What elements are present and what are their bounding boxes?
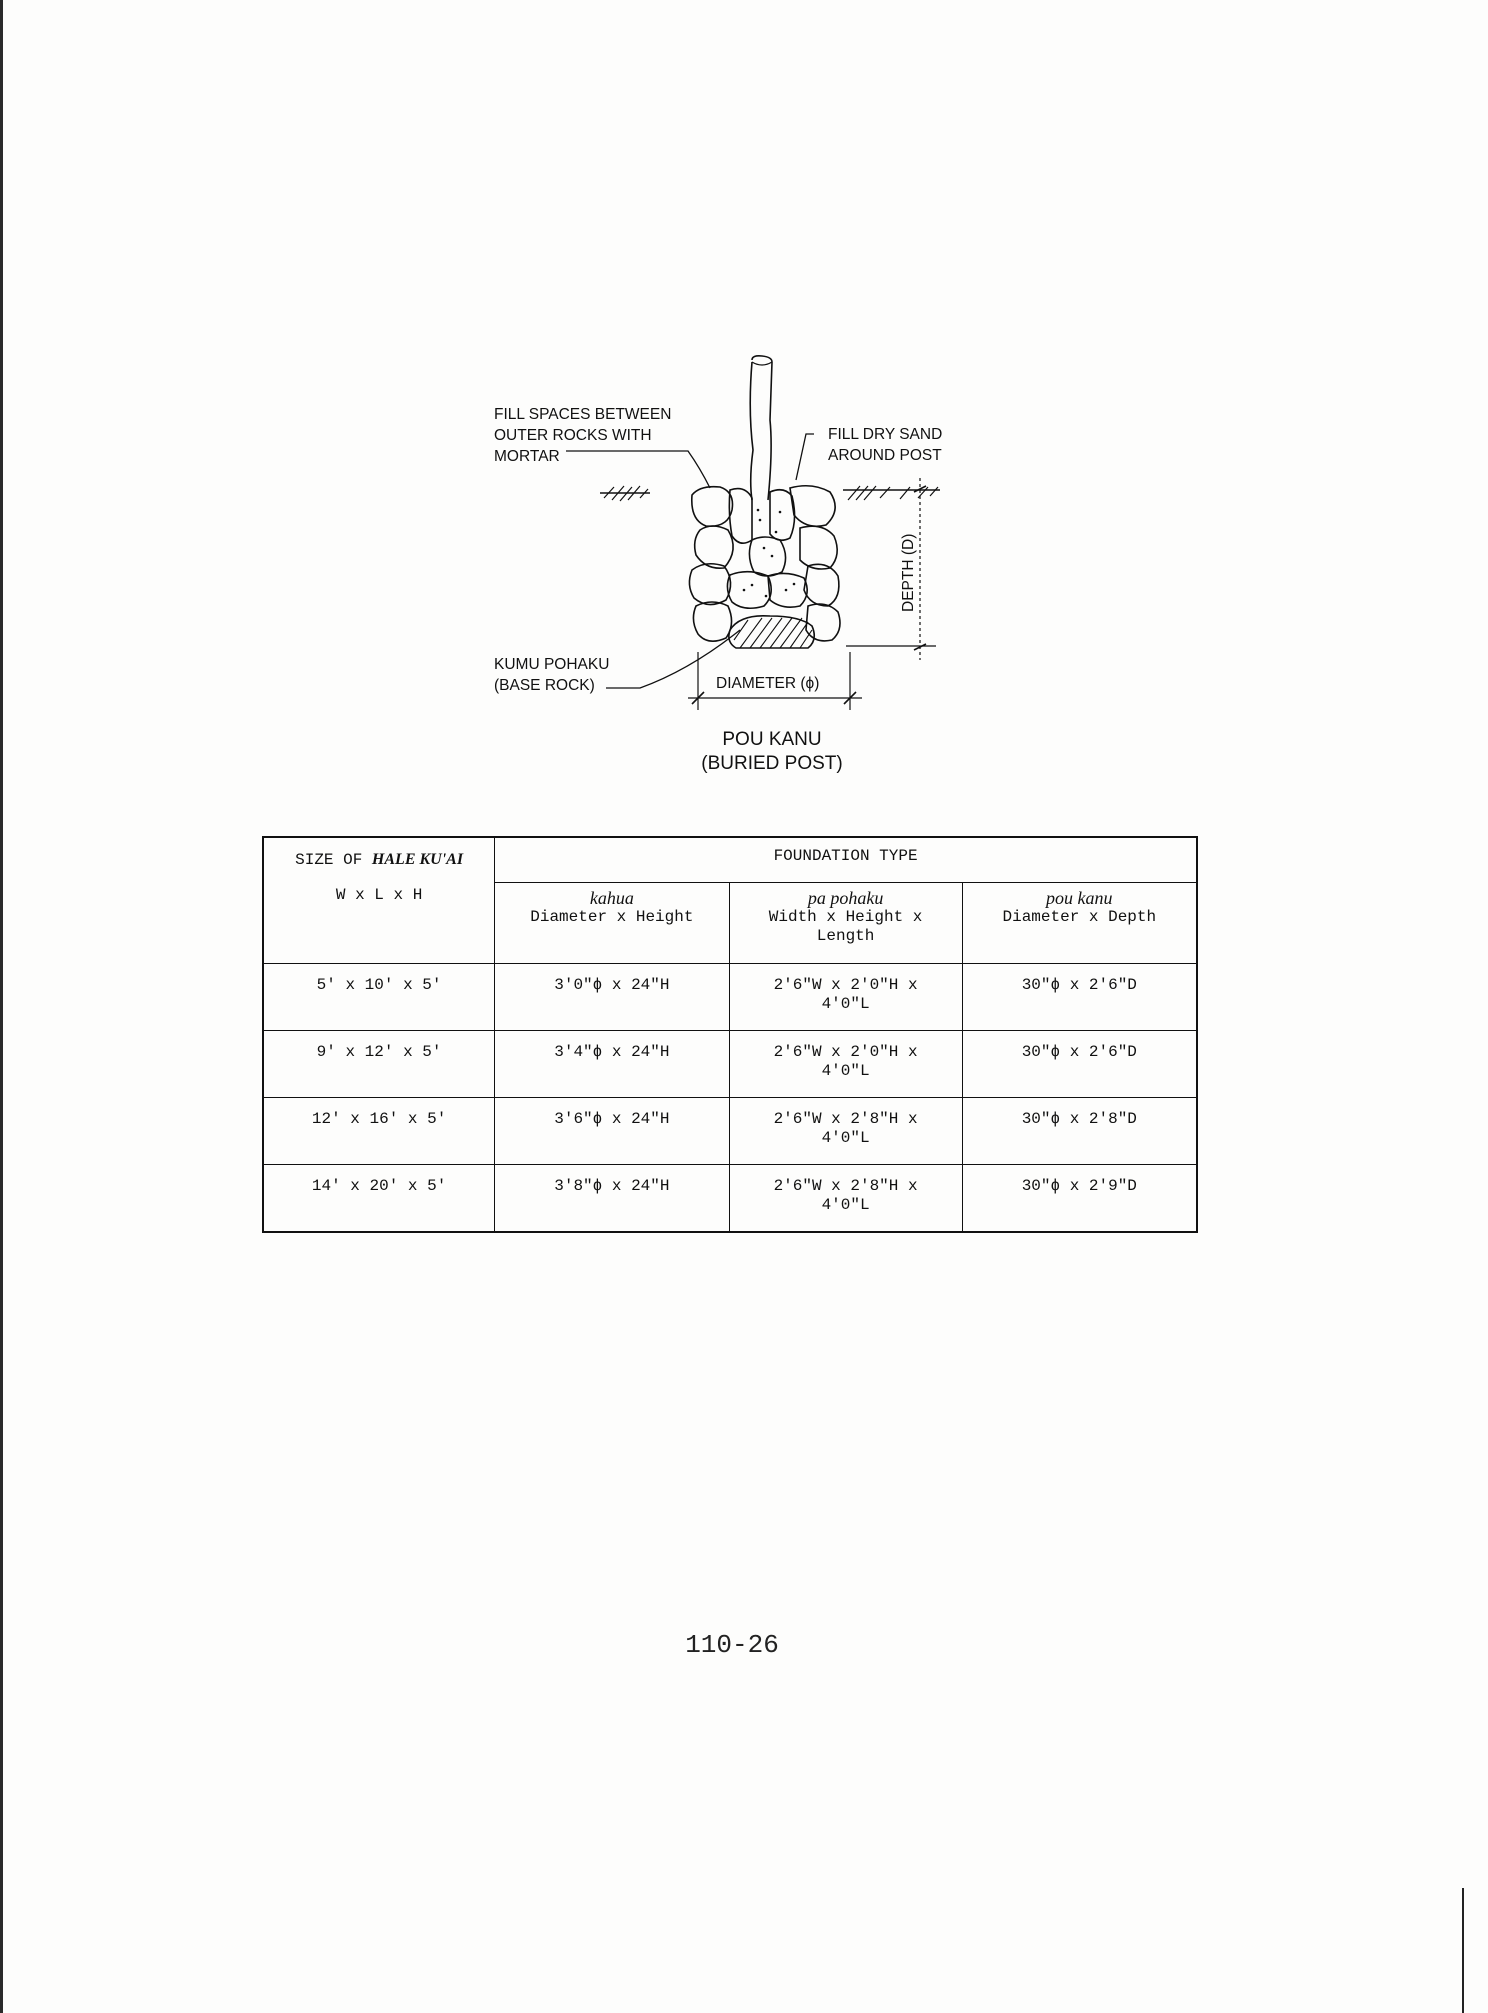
table-row — [263, 1165, 1197, 1233]
cell-kahua: 3'8"ϕ x 24"H — [495, 1165, 729, 1233]
label-base-rock-1: KUMU POHAKU — [494, 656, 610, 673]
label-depth: DEPTH (D) — [900, 533, 917, 612]
cell-pa-pohaku-line1: 2'6"W x 2'0"H x — [773, 1043, 918, 1061]
cell-pa-pohaku — [729, 1165, 962, 1233]
cell-kahua: 3'6"ϕ x 24"H — [495, 1098, 729, 1165]
column-header-pou-kanu — [962, 883, 1197, 964]
label-fill-spaces-1: FILL SPACES BETWEEN — [494, 406, 672, 423]
cell-pa-pohaku — [729, 964, 962, 1031]
label-fill-sand-2: AROUND POST — [828, 447, 942, 464]
cell-kahua: 3'4"ϕ x 24"H — [495, 1031, 729, 1098]
pou-kanu-diagram — [0, 0, 1488, 800]
size-header-dims: W x L x H — [335, 886, 423, 904]
cell-pa-pohaku — [729, 1031, 962, 1098]
column-dims-kahua: Diameter x Height — [530, 908, 694, 926]
cell-pa-pohaku-line2: 4'0"L — [821, 1129, 870, 1147]
cell-pou-kanu: 30"ϕ x 2'6"D — [962, 964, 1197, 1031]
column-name-kahua: kahua — [589, 888, 634, 908]
cell-size: 14' x 20' x 5' — [263, 1165, 495, 1233]
cell-pou-kanu: 30"ϕ x 2'6"D — [962, 1031, 1197, 1098]
cell-pa-pohaku-line1: 2'6"W x 2'0"H x — [773, 976, 918, 994]
cell-pa-pohaku-line1: 2'6"W x 2'8"H x — [773, 1110, 918, 1128]
size-header-prefix: SIZE OF — [295, 851, 372, 869]
label-diameter: DIAMETER (ϕ) — [716, 675, 820, 692]
table-row — [263, 1031, 1197, 1098]
cell-size: 9' x 12' x 5' — [263, 1031, 495, 1098]
table-row — [263, 1098, 1197, 1165]
scan-edge-right — [1462, 1888, 1464, 2013]
column-header-pa-pohaku — [729, 883, 962, 964]
label-fill-spaces-3: MORTAR — [494, 448, 560, 465]
label-fill-sand-1: FILL DRY SAND — [828, 426, 943, 443]
column-dims-pou-kanu: Diameter x Depth — [1002, 908, 1157, 926]
column-name-pou-kanu: pou kanu — [1046, 888, 1113, 908]
size-header-cell — [263, 837, 495, 964]
cell-pa-pohaku — [729, 1098, 962, 1165]
cell-pou-kanu: 30"ϕ x 2'8"D — [962, 1098, 1197, 1165]
foundation-type-header: FOUNDATION TYPE — [495, 837, 1197, 883]
diagram-labels — [494, 406, 942, 774]
table-row — [263, 964, 1197, 1031]
cell-pa-pohaku-line2: 4'0"L — [821, 1196, 870, 1214]
cell-kahua: 3'0"ϕ x 24"H — [495, 964, 729, 1031]
cell-pa-pohaku-line1: 2'6"W x 2'8"H x — [773, 1177, 918, 1195]
label-fill-spaces-2: OUTER ROCKS WITH — [494, 427, 652, 444]
column-name-pa-pohaku: pa pohaku — [807, 888, 884, 908]
page-number: 110-26 — [685, 1630, 779, 1660]
cell-pou-kanu: 30"ϕ x 2'9"D — [962, 1165, 1197, 1233]
column-header-kahua — [495, 883, 729, 964]
foundation-table — [262, 836, 1198, 1233]
size-header-name: HALE KU'AI — [371, 851, 464, 868]
caption-subtitle: (BURIED POST) — [701, 753, 843, 774]
cell-size: 5' x 10' x 5' — [263, 964, 495, 1031]
caption-title: POU KANU — [722, 729, 822, 750]
cell-size: 12' x 16' x 5' — [263, 1098, 495, 1165]
column-dims-pa-pohaku: Width x Height x Length — [768, 908, 923, 945]
cell-pa-pohaku-line2: 4'0"L — [821, 1062, 870, 1080]
label-base-rock-2: (BASE ROCK) — [494, 677, 595, 694]
cell-pa-pohaku-line2: 4'0"L — [821, 995, 870, 1013]
